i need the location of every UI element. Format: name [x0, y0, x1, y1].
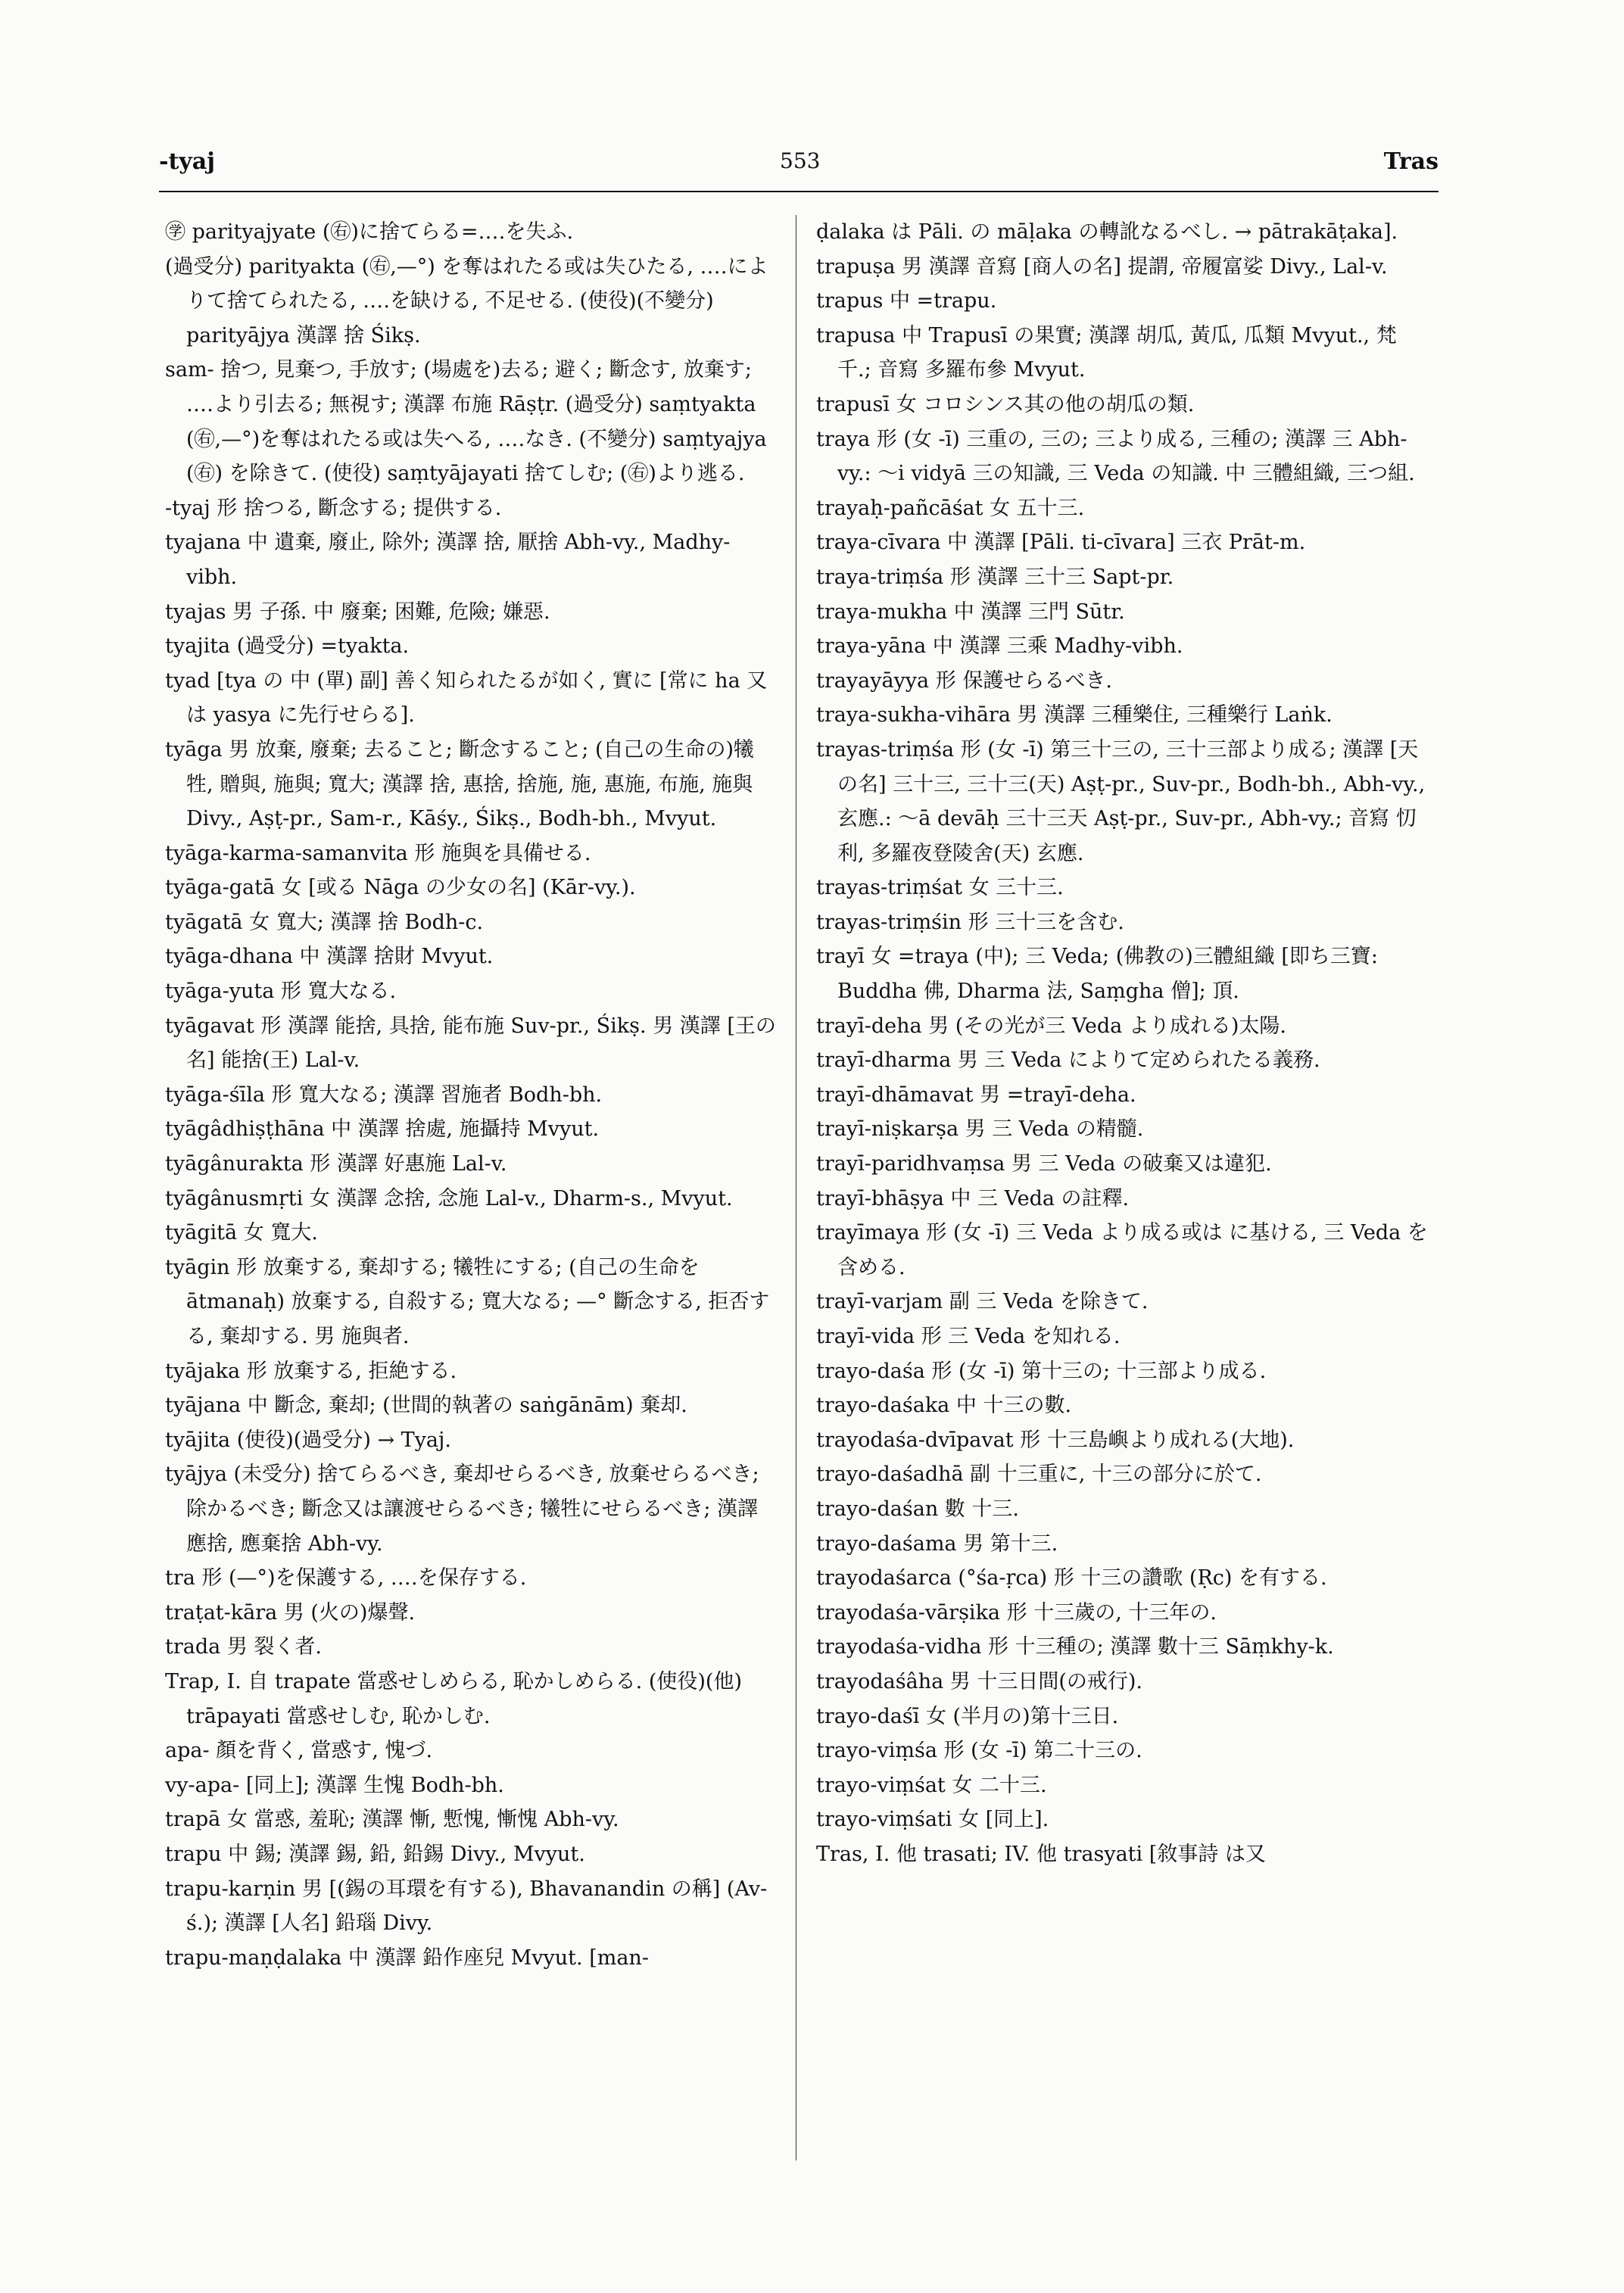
dictionary-entry: tyāga-dhana 中 漢譯 捨財 Mvyut. [165, 945, 494, 969]
dictionary-entry: traya 形 (女 -ī) 三重の, 三の; 三より成る, 三種の; 漢譯 三 Abh-vy.: ～i vidyā 三の知識, 三 Veda の知識. 中 三體組織, 三つ組. [816, 427, 1415, 486]
dictionary-entry: tyajana 中 遺棄, 廢止, 除外; 漢譯 捨, 厭捨 Abh-vy., Madhy-vibh. [165, 531, 731, 589]
dictionary-entry: tyāgavat 形 漢譯 能捨, 具捨, 能布施 Suv-pr., Śikṣ. 男 漢譯 [王の名] 能捨(王) Lal-v. [165, 1014, 776, 1073]
dictionary-entry: trayo-daśa 形 (女 -ī) 第十三の; 十三部より成る. [816, 1359, 1267, 1383]
dictionary-entry: tyāga 男 放棄, 廢棄; 去ること; 斷念すること; (自己の生命の)犧牲, 贈與, 施與; 寬大; 漢譯 捨, 惠捨, 捨施, 施, 惠施, 布施, 施與 Divy., Aṣṭ-pr., Sam-r., Kāśy., Śikṣ., Bodh-bh., Mvyut. [165, 737, 755, 831]
dictionary-entry: tyad [tya の 中 (單) 副] 善く知られたるが如く, 實に [常に ha 又は yasya に先行せらる]. [165, 668, 768, 727]
dictionary-entry: tyāgânurakta 形 漢譯 好惠施 Lal-v. [165, 1152, 507, 1176]
dictionary-entry: ḍalaka は Pāli. の māḷaka の轉訛なるべし. → pātrakāṭaka]. [816, 220, 1398, 244]
left-column [165, 215, 778, 1975]
dictionary-entry: tyāgatā 女 寬大; 漢譯 捨 Bodh-c. [165, 910, 484, 934]
dictionary-entry: tyājaka 形 放棄する, 拒絶する. [165, 1359, 457, 1383]
dictionary-entry: trayas-triṃśa 形 (女 -ī) 第三十三の, 三十三部より成る; 漢譯 [天の名] 三十三, 三十三(天) Aṣṭ-pr., Suv-pr., Bodh-bh., Abh-vy., 玄應.: ～ā devāḥ 三十三天 Aṣṭ-pr., Suv-pr., Abh-vy.; 音寫 忉利, 多羅夜登陵舍(天) 玄應. [816, 737, 1426, 865]
dictionary-entry: trayaḥ-pañcāśat 女 五十三. [816, 496, 1085, 520]
dictionary-entry: trapusī 女 コロシンス其の他の胡瓜の類. [816, 392, 1195, 416]
dictionary-entry: trapu-maṇḍalaka 中 漢譯 鉛作座兒 Mvyut. [man- [165, 1946, 649, 1970]
dictionary-entry: tyājita (使役)(過受分) → Tyaj. [165, 1428, 451, 1452]
dictionary-entry: tyāgin 形 放棄する, 棄却する; 犧牲にする; (自己の生命を ātmanaḥ) 放棄する, 自殺する; 寬大なる; —° 斷念する, 拒否する, 棄却する. 男 施與者. [165, 1255, 770, 1348]
dictionary-entry: trayo-viṃśati 女 [同上]. [816, 1808, 1049, 1832]
dictionary-entry: sam- 捨つ, 見棄つ, 手放す; (場處を)去る; 避く; 斷念す, 放棄す; ‥‥より引去る; 無視す; 漢譯 布施 Rāṣṭr. (過受分) saṃtyakta (㊨,—°)を奪はれたる或は失へる, ‥‥なき. (不變分) saṃtyajya (㊨) を除きて. (使役) saṃtyājayati 捨てしむ; (㊨)より逃る. [165, 358, 767, 486]
dictionary-entry: trayī-bhāṣya 中 三 Veda の註釋. [816, 1186, 1130, 1210]
dictionary-entry: trayīmaya 形 (女 -ī) 三 Veda より成る或は に基ける, 三 Veda を含める. [816, 1221, 1428, 1279]
dictionary-entry: Trap, I. 自 trapate 當惑せしめらる, 恥かしめらる. (使役)(他) trāpayati 當惑せしむ, 恥かしむ. [165, 1669, 742, 1728]
dictionary-entry: trayodaśâha 男 十三日間(の戒行). [816, 1669, 1142, 1693]
dictionary-entry: trayo-viṃśat 女 二十三. [816, 1773, 1047, 1797]
dictionary-entry: trayo-daśaka 中 十三の數. [816, 1394, 1072, 1418]
dictionary-entry: trayo-daśan 數 十三. [816, 1497, 1019, 1521]
dictionary-entry: traya-cīvara 中 漢譯 [Pāli. ti-cīvara] 三衣 Prāt-m. [816, 531, 1306, 555]
dictionary-entry: trapu-karṇin 男 [(錫の耳環を有する), Bhavanandin の稱] (Av-ś.); 漢譯 [人名] 鉛瑙 Divy. [165, 1877, 768, 1936]
dictionary-entry: trayī-paridhvaṃsa 男 三 Veda の破棄又は違犯. [816, 1152, 1272, 1176]
dictionary-entry: tra 形 (—°)を保護する, ‥‥を保存する. [165, 1566, 527, 1590]
dictionary-entry: traya-yāna 中 漢譯 三乘 Madhy-vibh. [816, 634, 1183, 659]
dictionary-entry: traya-mukha 中 漢譯 三門 Sūtr. [816, 600, 1125, 624]
dictionary-entry: trapuṣa 男 漢譯 音寫 [商人の名] 提謂, 帝履富娑 Divy., Lal-v. [816, 254, 1388, 279]
dictionary-entry: trayo-viṃśa 形 (女 -ī) 第二十三の. [816, 1739, 1142, 1763]
dictionary-entry: tyāga-śīla 形 寬大なる; 漢譯 習施者 Bodh-bh. [165, 1083, 603, 1107]
dictionary-entry: (過受分) parityakta (㊨,—°) を奪はれたる或は失ひたる, ‥‥によりて捨てられたる, ‥‥を缺ける, 不足せる. (使役)(不變分) parityājya 漢譯 捨 Śikṣ. [165, 254, 768, 347]
dictionary-entry: trayas-triṃśat 女 三十三. [816, 876, 1064, 900]
dictionary-entry: trayo-daśī 女 (半月の)第十三日. [816, 1704, 1119, 1728]
dictionary-entry: tyajas 男 子孫. 中 廢棄; 困難, 危險; 嫌惡. [165, 600, 550, 624]
dictionary-entry: trayī 女 =traya (中); 三 Veda; (佛教の)三體組織 [即ち三寶: Buddha 佛, Dharma 法, Saṃgha 僧]; 頂. [816, 945, 1378, 1004]
dictionary-entry: tyāgitā 女 寬大. [165, 1221, 318, 1245]
header-rule [159, 191, 1439, 192]
dictionary-entry: tyāgânusmṛti 女 漢譯 念捨, 念施 Lal-v., Dharm-s., Mvyut. [165, 1186, 733, 1210]
dictionary-entry: trayī-niṣkarṣa 男 三 Veda の精髓. [816, 1117, 1144, 1142]
dictionary-entry: trayī-varjam 副 三 Veda を除きて. [816, 1290, 1149, 1314]
dictionary-entry: trapus 中 =trapu. [816, 289, 997, 313]
dictionary-entry: trayī-vida 形 三 Veda を知れる. [816, 1325, 1121, 1348]
dictionary-entry: trapu 中 錫; 漢譯 錫, 鉛, 鉛錫 Divy., Mvyut. [165, 1842, 585, 1866]
dictionary-entry: trayodaśarca (°śa-ṛca) 形 十三の讚歌 (Ṛc) を有する. [816, 1566, 1327, 1590]
dictionary-entry: traya-triṃśa 形 漢譯 三十三 Sapt-pr. [816, 565, 1174, 589]
page-header [0, 148, 1624, 186]
dictionary-entry: tyājana 中 斷念, 棄却; (世間的執著の saṅgānām) 棄却. [165, 1394, 687, 1418]
page-number: 553 [780, 148, 821, 173]
header-left-guide-word: -tyaj [159, 148, 216, 175]
dictionary-entry: trayī-deha 男 (その光が三 Veda より成れる)太陽. [816, 1014, 1286, 1038]
dictionary-entry: traṭat-kāra 男 (火の)爆聲. [165, 1600, 416, 1625]
dictionary-entry: trayas-triṃśin 形 三十三を含む. [816, 910, 1124, 934]
dictionary-entry: apa- 顏を背く, 當惑す, 愧づ. [165, 1739, 433, 1763]
dictionary-entry: tyajita (過受分) =tyakta. [165, 634, 410, 659]
dictionary-entry: tyāgâdhiṣṭhāna 中 漢譯 捨處, 施攝持 Mvyut. [165, 1117, 600, 1142]
dictionary-entry: trayodaśa-dvīpavat 形 十三島嶼より成れる(大地). [816, 1428, 1295, 1452]
right-column [816, 215, 1429, 1872]
dictionary-entry: tyāga-gatā 女 [或る Nāga の少女の名] (Kār-vy.). [165, 876, 636, 900]
dictionary-entry: trayo-daśadhā 副 十三重に, 十三の部分に於て. [816, 1463, 1262, 1487]
dictionary-entry: trayayāyya 形 保護せらるべき. [816, 668, 1112, 693]
dictionary-entry: trayī-dhāmavat 男 =trayī-deha. [816, 1083, 1136, 1107]
dictionary-entry: trada 男 裂く者. [165, 1635, 322, 1659]
dictionary-entry: trayo-daśama 男 第十三. [816, 1531, 1058, 1556]
dictionary-entry: trayodaśa-vidha 形 十三種の; 漢譯 數十三 Sāṃkhy-k. [816, 1635, 1334, 1659]
dictionary-entry: traya-sukha-vihāra 男 漢譯 三種樂住, 三種樂行 Laṅk. [816, 703, 1333, 727]
dictionary-entry: -tyaj 形 捨つる, 斷念する; 提供する. [165, 496, 502, 520]
dictionary-entry: trayī-dharma 男 三 Veda によりて定められたる義務. [816, 1048, 1320, 1073]
header-right-guide-word: Tras [1383, 148, 1439, 175]
dictionary-entry: tyāga-karma-samanvita 形 施與を具備せる. [165, 841, 591, 865]
dictionary-entry: tyājya (未受分) 捨てらるべき, 棄却せらるべき, 放棄せらるべき; 除かるべき; 斷念又は讓渡せらるべき; 犧牲にせらるべき; 漢譯 應捨, 應棄捨 Abh-vy. [165, 1463, 759, 1556]
dictionary-entry: trapusa 中 Trapusī の果實; 漢譯 胡瓜, 黃瓜, 瓜類 Mvyut., 梵千.; 音寫 多羅布參 Mvyut. [816, 323, 1397, 382]
dictionary-entry: vy-apa- [同上]; 漢譯 生愧 Bodh-bh. [165, 1773, 504, 1797]
dictionary-entry: trapā 女 當惑, 羞恥; 漢譯 慚, 慙愧, 慚愧 Abh-vy. [165, 1808, 619, 1832]
dictionary-entry: trayodaśa-vārṣika 形 十三歲の, 十三年の. [816, 1600, 1217, 1625]
dictionary-entry: ㊫ parityajyate (㊨)に捨てらる=‥‥を失ふ. [165, 220, 574, 244]
dictionary-entry: Tras, I. 他 trasati; IV. 他 trasyati [敘事詩 は又 [816, 1842, 1266, 1866]
dictionary-entry: tyāga-yuta 形 寬大なる. [165, 980, 397, 1004]
